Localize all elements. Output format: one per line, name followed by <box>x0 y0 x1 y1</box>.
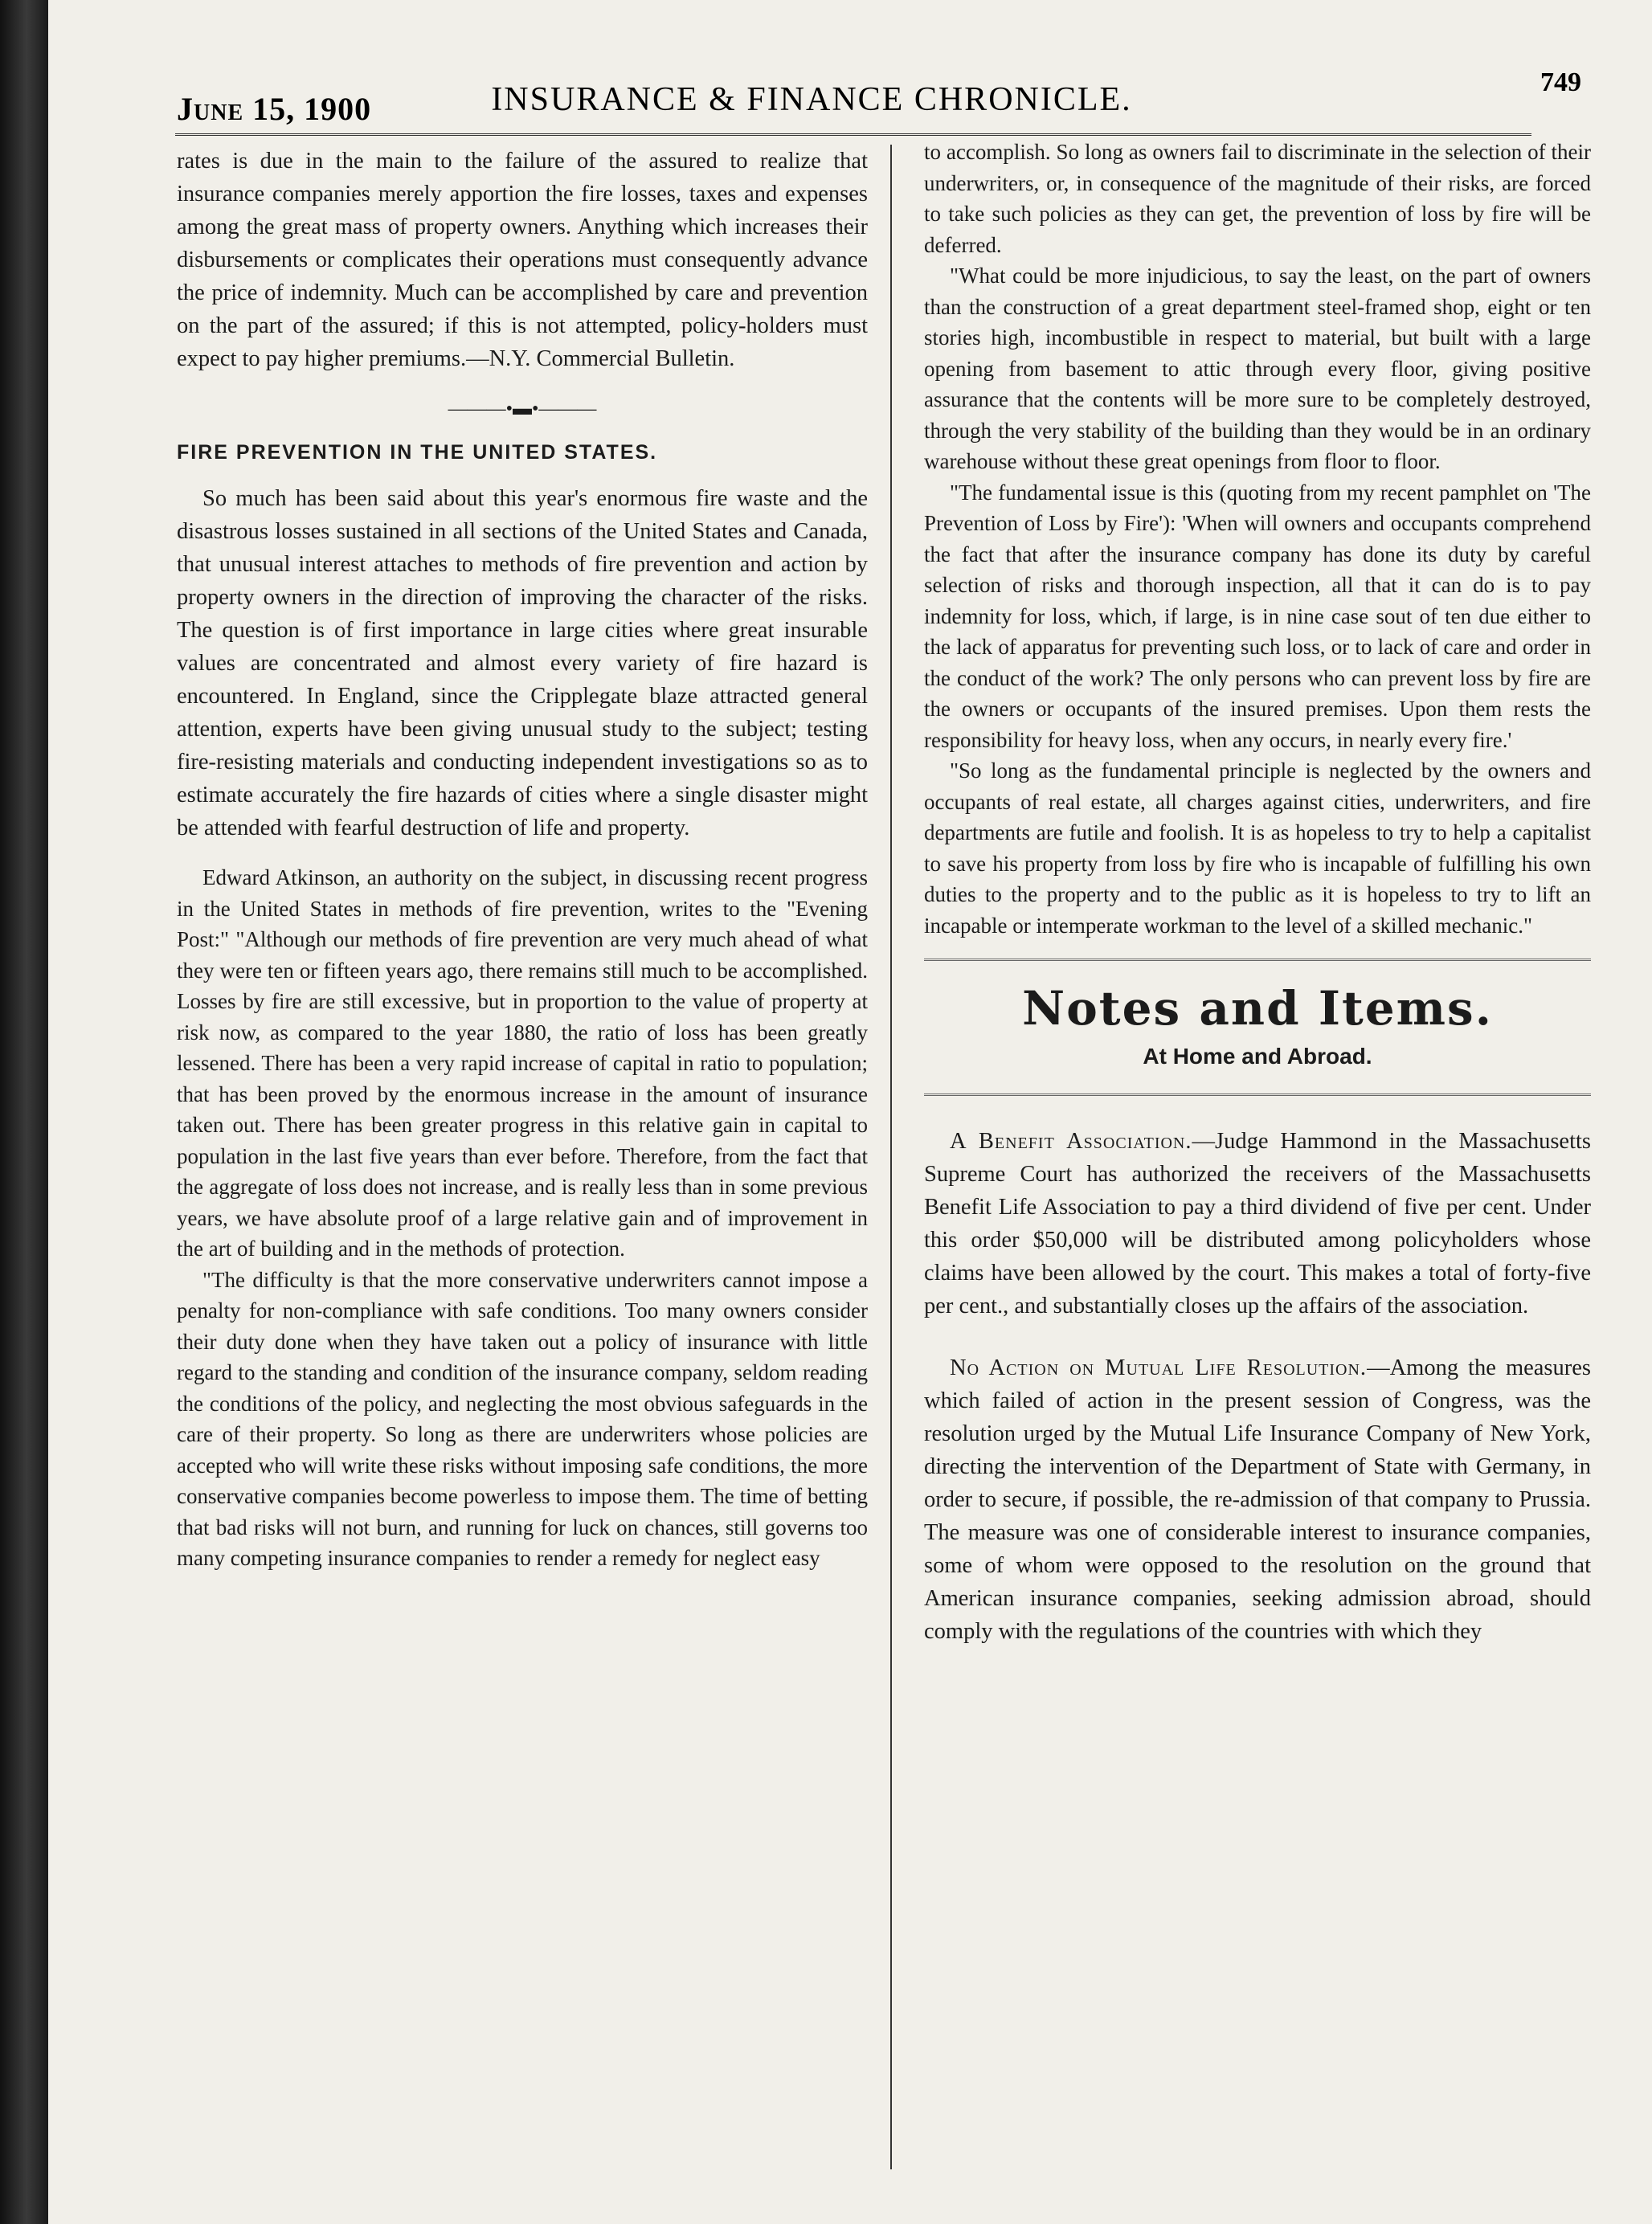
section-title: FIRE PREVENTION IN THE UNITED STATES. <box>177 441 658 464</box>
page-number: 749 <box>1540 67 1581 97</box>
news-item-text: —Judge Hammond in the Massachusetts Supreme Court has authorized the receivers of the Massachusetts Benefit Life Association to pay a third dividend of five per cent. Under this order $50,000 will be distributed among policyholders whose claims have been allowed by the court. This makes a total of forty-five per cent., and substantially closes up the affairs of the association. <box>924 1128 1591 1318</box>
notes-section-title: Notes and Items. <box>1022 981 1493 1036</box>
publication-title: INSURANCE & FINANCE CHRONICLE. <box>491 81 1132 118</box>
news-item-text: —Among the measures which failed of action in the present session of Congress, was the resolution urged by the Mutual Life Insurance Company of New York, directing the intervention of the Department of State with Germany, in order to secure, if possible, the re-admission of that company to Prussia. The measure was one of considerable interest to insurance companies, some of whom were opposed to the resolution on the ground that American insurance companies, seeking admission abroad, should comply with the regulations of the countries with which they <box>924 1355 1591 1644</box>
newspaper-page <box>48 0 1652 2224</box>
notes-section-subtitle: At Home and Abroad. <box>1143 1044 1372 1069</box>
intro-paragraph: rates is due in the main to the failure of the assured to realize that insurance companies merely apportion the fire losses, taxes and expenses among the great mass of property owners. Anything which increases their disbursements or complicates their operations must consequently advance the price of indemnity. Much can be accomplished by care and prevention on the part of the assured; if this is not attempted, policy-holders must expect to pay higher premiums.—N.Y. Commercial Bulletin. <box>177 149 868 371</box>
notes-bottom-rule <box>924 1094 1591 1096</box>
column-divider <box>890 145 892 2169</box>
news-item <box>924 1351 1591 1648</box>
right-column <box>924 137 1591 1648</box>
issue-date: June 15, 1900 <box>177 91 372 127</box>
article-paragraph: "So long as the fundamental principle is neglected by the owners and occupants of real estate, all charges against cities, underwriters, and fire departments are futile and foolish. It is as hopeless to try to help a capitalist to save his property from loss by fire who is incapable of fulfilling his own duties to the property and to the public as it is hopeless to try to lift an incapable or intemperate workman to the level of a skilled mechanic." <box>924 758 1591 938</box>
article-paragraph: "The fundamental issue is this (quoting from my recent pamphlet on 'The Prevention of Loss by Fire'): 'When will owners and occupants comprehend the fact that after the insurance company has done its duty by careful selection of risks and thorough inspection, all that it can do is to pay indemnity for loss, which, if large, is in nine case sout of ten due either to the lack of apparatus for preventing such loss, or to lack of care and order in the conduct of the work? The only persons who can prevent loss by fire are the owners or occupants of the insured premises. Upon them rests the responsibility for heavy loss, when any occurs, in nearly every fire.' <box>924 480 1591 752</box>
article-paragraph: So much has been said about this year's enormous fire waste and the disastrous losses sustained in all sections of the United States and Canada, that unusual interest attaches to methods of fire prevention and action by property owners in the direction of improving the character of the risks. The question is of first importance in large cities where great insurable values are concentrated and almost every variety of fire hazard is encountered. In England, since the Cripplegate blaze attracted general attention, experts have been giving unusual study to the subject; testing fire-resisting materials and conducting independent investigations so as to estimate accurately the fire hazards of cities where a single disaster might be attended with fearful destruction of life and property. <box>177 486 868 840</box>
news-item-heading: A Benefit Association. <box>950 1128 1192 1154</box>
section-ornament: ———•▬•——— <box>448 399 597 419</box>
header-rule <box>175 133 1531 136</box>
notes-top-rule <box>924 959 1591 961</box>
page-header <box>48 66 1652 138</box>
article-paragraph: "What could be more injudicious, to say the least, on the part of owners than the construction of a great department steel-framed shop, eight or ten stories high, incombustible in respect to material, but built with a large opening from basement to attic through every floor, giving positive assurance that the contents will be more sure to be completely destroyed, through the very stability of the building than they would be in an ordinary warehouse without these great openings from floor to floor. <box>924 264 1591 473</box>
news-item <box>924 1125 1591 1323</box>
binding-spine <box>0 0 48 2224</box>
article-paragraph: to accomplish. So long as owners fail to discriminate in the selection of their underwriters, or, in consequence of the magnitude of their risks, are forced to take such policies as they can get, the prevention of loss by fire will be deferred. <box>924 140 1591 257</box>
article-paragraph: Edward Atkinson, an authority on the subject, in discussing recent progress in the United States in methods of fire prevention, writes to the "Evening Post:" "Although our methods of fire prevention are very much ahead of what they were ten or fifteen years ago, there remains still much to be accomplished. Losses by fire are still excessive, but in proportion to the value of property at risk now, as compared to the year 1880, the ratio of loss has been greatly lessened. There has been a very rapid increase of capital in ratio to population; that has been proved by the enormous increase in the amount of insurance taken out. There has been greater progress in this relative gain in capital to population in the last five years than ever before. Therefore, from the fact that the aggregate of loss does not increase, and is really less than in some previous years, we have absolute proof of a large relative gain and of improvement in the art of building and in the methods of protection. <box>177 865 868 1261</box>
article-paragraph: "The difficulty is that the more conservative underwriters cannot impose a penalty for non-compliance with safe conditions. Too many owners consider their duty done when they have taken out a policy of insurance with little regard to the standing and condition of the insurance company, seldom reading the conditions of the policy, and neglecting the most obvious safeguards in the care of their property. So long as there are underwriters whose policies are accepted who will write these risks without imposing safe conditions, the more conservative companies become powerless to impose them. The time of betting that bad risks will not burn, and running for luck on chances, still governs too many competing insurance companies to render a remedy for neglect easy <box>177 1267 868 1570</box>
news-item-heading: No Action on Mutual Life Resolution. <box>950 1355 1368 1380</box>
left-column <box>177 145 868 1574</box>
